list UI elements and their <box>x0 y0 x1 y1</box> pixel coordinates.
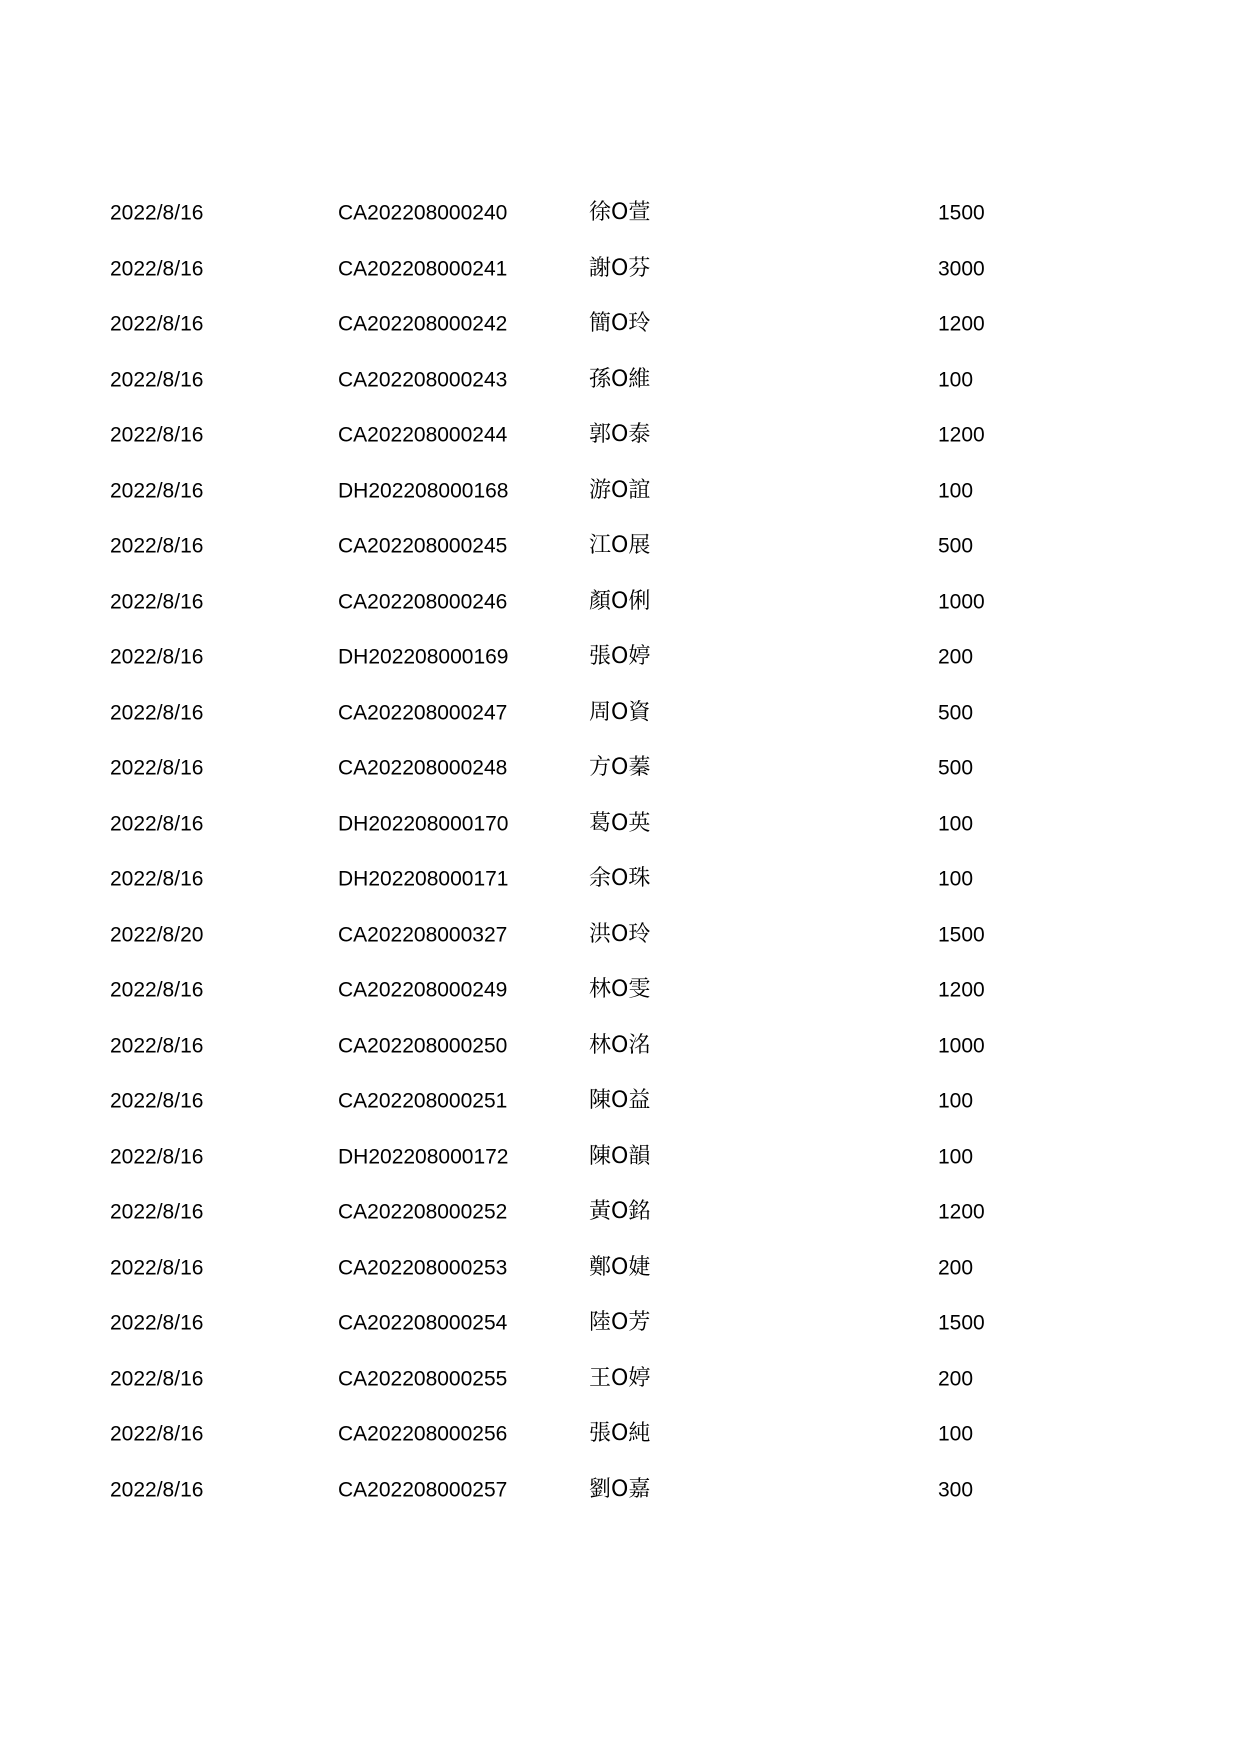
date-cell: 2022/8/16 <box>110 423 204 447</box>
date-cell: 2022/8/16 <box>110 978 204 1002</box>
name-cell: 郭O泰 <box>589 422 651 447</box>
code-cell: DH202208000168 <box>338 479 509 502</box>
code-cell: CA202208000254 <box>338 1311 508 1335</box>
date-cell: 2022/8/16 <box>110 1089 204 1113</box>
date-cell: 2022/8/16 <box>110 1034 204 1057</box>
date-cell: 2022/8/16 <box>110 701 204 724</box>
amount-cell: 200 <box>938 1367 974 1390</box>
name-cell: 王O婷 <box>589 1365 651 1391</box>
name-cell: 周O資 <box>589 699 651 725</box>
amount-cell: 500 <box>938 756 974 780</box>
date-cell: 2022/8/16 <box>110 756 204 780</box>
amount-cell: 1200 <box>938 978 985 1002</box>
amount-cell: 100 <box>938 1089 974 1113</box>
date-cell: 2022/8/16 <box>110 867 204 891</box>
date-cell: 2022/8/16 <box>110 1200 204 1224</box>
date-cell: 2022/8/16 <box>110 1422 204 1446</box>
code-cell: CA202208000257 <box>338 1478 508 1501</box>
date-cell: 2022/8/16 <box>110 534 204 558</box>
code-cell: CA202208000245 <box>338 534 508 558</box>
amount-cell: 100 <box>938 1145 974 1168</box>
name-cell: 張O純 <box>589 1421 651 1446</box>
code-cell: DH202208000169 <box>338 645 509 669</box>
date-cell: 2022/8/16 <box>110 1256 204 1279</box>
code-cell: CA202208000251 <box>338 1089 508 1113</box>
date-cell: 2022/8/16 <box>110 1145 204 1168</box>
name-cell: 陸O芳 <box>589 1310 651 1335</box>
code-cell: DH202208000172 <box>338 1145 509 1168</box>
amount-cell: 100 <box>938 1422 974 1446</box>
amount-cell: 1200 <box>938 1200 985 1224</box>
donation-table <box>0 200 1240 1545</box>
date-cell: 2022/8/16 <box>110 257 204 280</box>
date-cell: 2022/8/16 <box>110 479 204 502</box>
name-cell: 謝O芬 <box>589 255 651 281</box>
name-cell: 游O誼 <box>589 477 651 503</box>
code-cell: CA202208000240 <box>338 201 508 225</box>
code-cell: CA202208000242 <box>338 312 508 336</box>
amount-cell: 200 <box>938 1256 974 1279</box>
name-cell: 徐O萱 <box>589 200 651 225</box>
amount-cell: 100 <box>938 479 974 502</box>
amount-cell: 1000 <box>938 590 985 613</box>
amount-cell: 100 <box>938 867 974 891</box>
name-cell: 簡O玲 <box>589 311 651 336</box>
name-cell: 余O珠 <box>589 866 651 891</box>
code-cell: CA202208000243 <box>338 368 508 391</box>
code-cell: DH202208000171 <box>338 867 509 891</box>
date-cell: 2022/8/16 <box>110 590 204 613</box>
name-cell: 劉O嘉 <box>589 1476 651 1502</box>
code-cell: CA202208000327 <box>338 923 508 946</box>
name-cell: 黃O銘 <box>589 1199 651 1224</box>
date-cell: 2022/8/16 <box>110 1478 204 1501</box>
date-cell: 2022/8/16 <box>110 1367 204 1390</box>
code-cell: CA202208000241 <box>338 257 508 280</box>
code-cell: CA202208000255 <box>338 1367 508 1390</box>
name-cell: 孫O維 <box>589 366 651 392</box>
name-cell: 江O展 <box>589 533 651 558</box>
code-cell: CA202208000253 <box>338 1256 508 1279</box>
amount-cell: 100 <box>938 368 974 391</box>
code-cell: CA202208000249 <box>338 978 508 1002</box>
amount-cell: 200 <box>938 645 974 669</box>
amount-cell: 500 <box>938 701 974 724</box>
name-cell: 方O蓁 <box>589 755 651 780</box>
date-cell: 2022/8/20 <box>110 923 204 946</box>
name-cell: 陳O益 <box>589 1088 651 1113</box>
code-cell: CA202208000247 <box>338 701 508 724</box>
code-cell: CA202208000252 <box>338 1200 508 1224</box>
code-cell: DH202208000170 <box>338 812 509 835</box>
name-cell: 林O洺 <box>589 1032 651 1058</box>
name-cell: 顏O俐 <box>589 588 651 614</box>
name-cell: 洪O玲 <box>589 921 651 947</box>
date-cell: 2022/8/16 <box>110 645 204 669</box>
table-row <box>0 1476 1240 1546</box>
name-cell: 鄭O婕 <box>589 1254 651 1280</box>
amount-cell: 1500 <box>938 1311 985 1335</box>
name-cell: 張O婷 <box>589 644 651 669</box>
code-cell: CA202208000250 <box>338 1034 508 1057</box>
name-cell: 林O雯 <box>589 977 651 1002</box>
date-cell: 2022/8/16 <box>110 312 204 336</box>
date-cell: 2022/8/16 <box>110 368 204 391</box>
date-cell: 2022/8/16 <box>110 812 204 835</box>
amount-cell: 1200 <box>938 312 985 336</box>
code-cell: CA202208000246 <box>338 590 508 613</box>
code-cell: CA202208000248 <box>338 756 508 780</box>
amount-cell: 100 <box>938 812 974 835</box>
amount-cell: 1000 <box>938 1034 985 1057</box>
amount-cell: 1500 <box>938 201 985 225</box>
amount-cell: 1200 <box>938 423 985 447</box>
date-cell: 2022/8/16 <box>110 1311 204 1335</box>
code-cell: CA202208000256 <box>338 1422 508 1446</box>
name-cell: 陳O韻 <box>589 1143 651 1169</box>
code-cell: CA202208000244 <box>338 423 508 447</box>
name-cell: 葛O英 <box>589 810 651 836</box>
amount-cell: 1500 <box>938 923 985 946</box>
date-cell: 2022/8/16 <box>110 201 204 225</box>
amount-cell: 500 <box>938 534 974 558</box>
amount-cell: 3000 <box>938 257 985 280</box>
amount-cell: 300 <box>938 1478 974 1501</box>
